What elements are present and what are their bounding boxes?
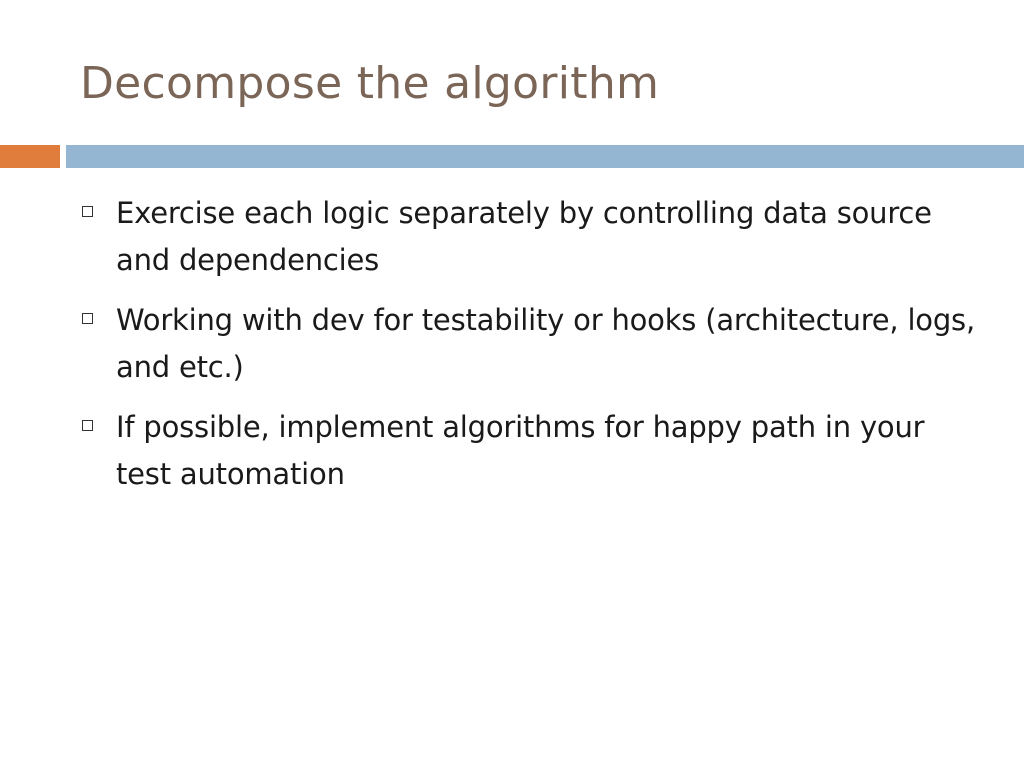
accent-bar-orange	[0, 145, 60, 168]
bullet-item	[80, 190, 980, 284]
hollow-square-icon	[82, 206, 93, 217]
hollow-square-icon	[82, 313, 93, 324]
accent-bar-blue	[66, 145, 1024, 168]
bullet-text: If possible, implement algorithms for happy path in your test automation	[116, 410, 925, 491]
bullet-item	[80, 404, 980, 498]
bullet-text: Exercise each logic separately by controlling data source and dependencies	[116, 196, 932, 277]
slide-title: Decompose the algorithm	[80, 58, 660, 109]
bullet-text: Working with dev for testability or hooks (architecture, logs, and etc.)	[116, 303, 975, 384]
hollow-square-icon	[82, 420, 93, 431]
bullet-list	[80, 190, 980, 511]
bullet-item	[80, 297, 980, 391]
